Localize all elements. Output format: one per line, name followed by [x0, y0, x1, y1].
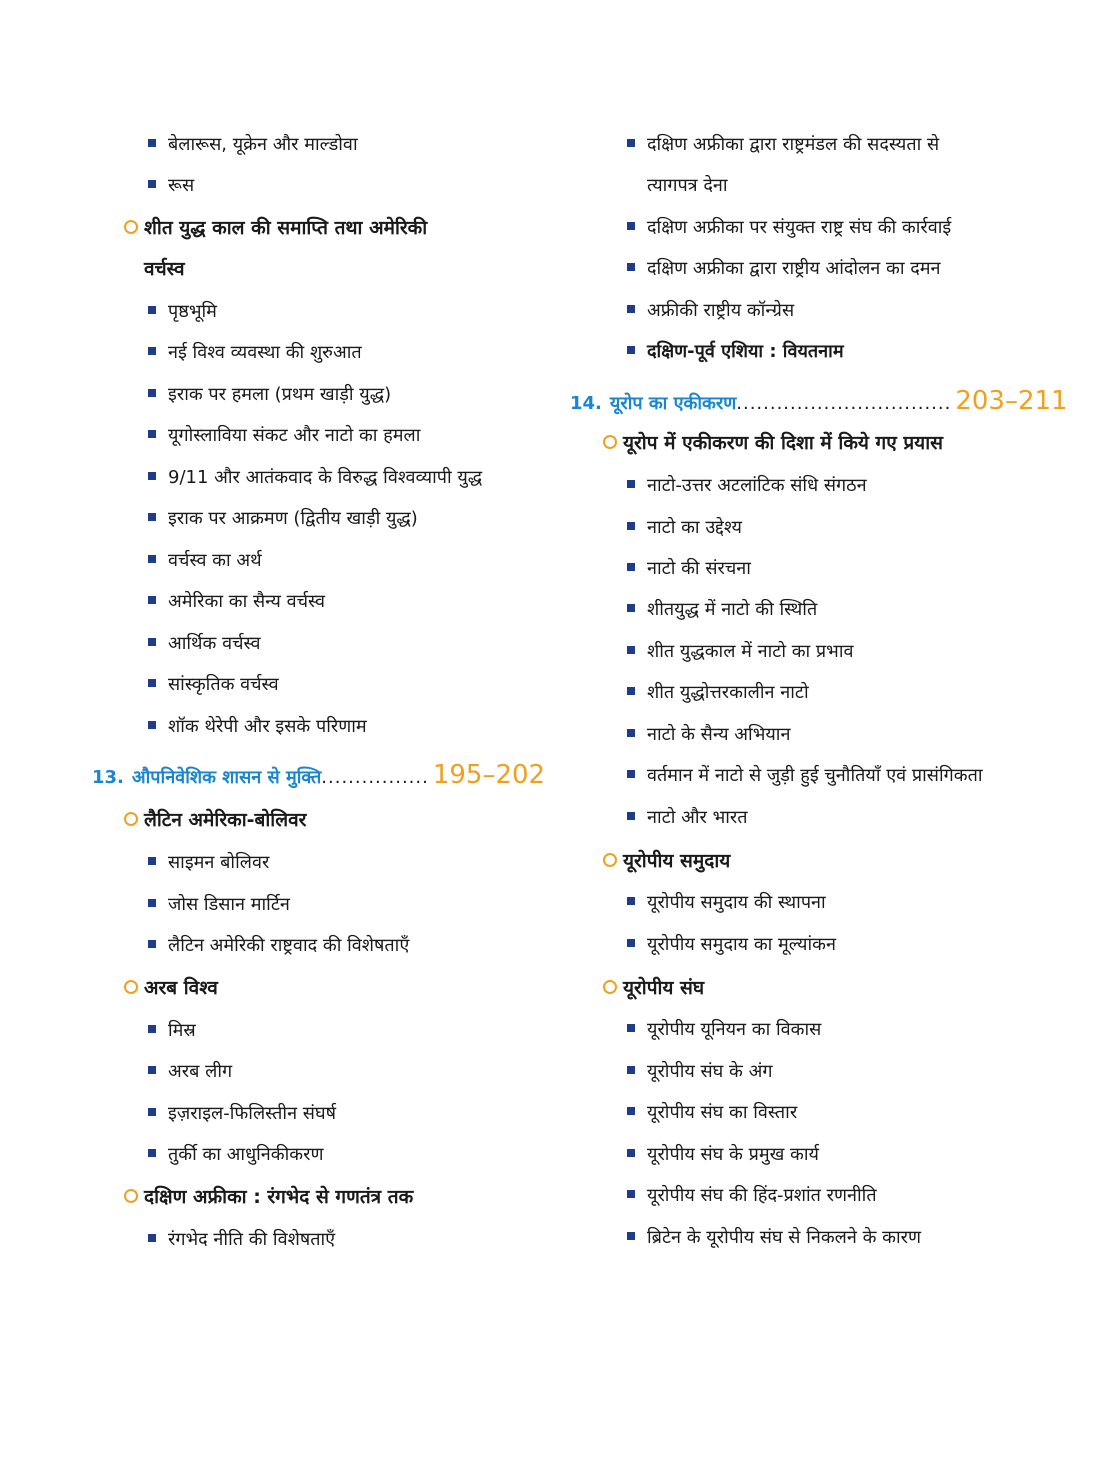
list-item: मिस्र: [148, 1022, 196, 1040]
chapter-number: 14.: [570, 393, 602, 414]
list-item: दक्षिण अफ्रीका द्वारा राष्ट्रमंडल की सदस्यता से: [627, 136, 939, 154]
list-item: शीतयुद्ध में नाटो की स्थिति: [627, 601, 817, 619]
list-item: पृष्ठभूमि: [148, 303, 217, 321]
square-bullet-icon: [627, 480, 635, 488]
circle-bullet-icon: [124, 220, 138, 234]
square-bullet-icon: [627, 563, 635, 571]
chapter-number: 13.: [92, 767, 124, 788]
list-item: दक्षिण अफ्रीका पर संयुक्त राष्ट्र संघ की कार्रवाई: [627, 219, 951, 237]
list-item: नई विश्व व्यवस्था की शुरुआत: [148, 344, 362, 362]
list-item: नाटो की संरचना: [627, 560, 751, 578]
chapter-14-heading[interactable]: [570, 388, 1068, 414]
square-bullet-icon: [627, 604, 635, 612]
square-bullet-icon: [148, 1234, 156, 1242]
square-bullet-icon: [148, 389, 156, 397]
list-item: यूरोपीय समुदाय की स्थापना: [627, 894, 826, 912]
list-item: इज़राइल-फिलिस्तीन संघर्ष: [148, 1105, 336, 1123]
list-item: साइमन बोलिवर: [148, 854, 269, 872]
square-bullet-icon: [627, 1066, 635, 1074]
square-bullet-icon: [148, 899, 156, 907]
square-bullet-icon: [627, 1024, 635, 1032]
list-item: बेलारूस, यूक्रेन और माल्डोवा: [148, 136, 358, 154]
chapter-title: यूरोप का एकीकरण: [609, 393, 737, 414]
list-item: यूरोपीय संघ के अंग: [627, 1063, 772, 1081]
square-bullet-icon: [148, 1066, 156, 1074]
list-item: यूरोपीय संघ के प्रमुख कार्य: [627, 1146, 819, 1164]
list-item: नाटो का उद्देश्य: [627, 519, 742, 537]
list-item: इराक पर आक्रमण (द्वितीय खाड़ी युद्ध): [148, 510, 418, 528]
square-bullet-icon: [627, 263, 635, 271]
list-item-continued: त्यागपत्र देना: [647, 175, 728, 196]
list-item: यूगोस्लाविया संकट और नाटो का हमला: [148, 427, 420, 445]
square-bullet-icon: [627, 1232, 635, 1240]
square-bullet-icon: [627, 729, 635, 737]
list-item: ब्रिटेन के यूरोपीय संघ से निकलने के कारण: [627, 1229, 921, 1247]
square-bullet-icon: [148, 472, 156, 480]
list-item: नाटो के सैन्य अभियान: [627, 726, 790, 744]
square-bullet-icon: [148, 306, 156, 314]
page-range: 195–202: [432, 760, 546, 790]
leader-dots: ................................: [736, 393, 952, 414]
page-range: 203–211: [955, 386, 1068, 416]
list-item: इराक पर हमला (प्रथम खाड़ी युद्ध): [148, 386, 391, 404]
square-bullet-icon: [627, 1190, 635, 1198]
square-bullet-icon: [627, 897, 635, 905]
square-bullet-icon: [627, 222, 635, 230]
list-item: शीत युद्धकाल में नाटो का प्रभाव: [627, 643, 853, 661]
circle-bullet-icon: [603, 980, 617, 994]
list-item: वर्तमान में नाटो से जुड़ी हुई चुनौतियाँ एवं प्रासंगिकता: [627, 767, 983, 785]
circle-bullet-icon: [124, 1189, 138, 1203]
list-item: दक्षिण अफ्रीका द्वारा राष्ट्रीय आंदोलन का दमन: [627, 260, 941, 278]
square-bullet-icon: [148, 139, 156, 147]
list-item: 9/11 और आतंकवाद के विरुद्ध विश्वव्यापी युद्ध: [148, 469, 482, 487]
chapter-title: औपनिवेशिक शासन से मुक्ति: [131, 767, 322, 788]
list-item: वर्चस्व का अर्थ: [148, 552, 262, 570]
list-item-bold: दक्षिण-पूर्व एशिया : वियतनाम: [627, 343, 844, 361]
square-bullet-icon: [148, 857, 156, 865]
list-item: रूस: [148, 177, 194, 195]
square-bullet-icon: [148, 679, 156, 687]
list-item: सांस्कृतिक वर्चस्व: [148, 676, 279, 694]
square-bullet-icon: [627, 812, 635, 820]
square-bullet-icon: [148, 430, 156, 438]
square-bullet-icon: [148, 721, 156, 729]
square-bullet-icon: [148, 347, 156, 355]
section-heading: अरब विश्व: [124, 979, 218, 998]
square-bullet-icon: [627, 939, 635, 947]
list-item: यूरोपीय यूनियन का विकास: [627, 1021, 821, 1039]
list-item: नाटो-उत्तर अटलांटिक संधि संगठन: [627, 477, 867, 495]
square-bullet-icon: [627, 770, 635, 778]
chapter-13-heading[interactable]: [92, 762, 545, 788]
list-item: यूरोपीय संघ का विस्तार: [627, 1104, 797, 1122]
square-bullet-icon: [148, 1025, 156, 1033]
list-item: यूरोपीय संघ की हिंद-प्रशांत रणनीति: [627, 1187, 877, 1205]
square-bullet-icon: [627, 1107, 635, 1115]
list-item: यूरोपीय समुदाय का मूल्यांकन: [627, 936, 836, 954]
list-item: अफ्रीकी राष्ट्रीय कॉन्ग्रेस: [627, 302, 794, 320]
list-item: नाटो और भारत: [627, 809, 748, 827]
square-bullet-icon: [627, 646, 635, 654]
circle-bullet-icon: [603, 435, 617, 449]
square-bullet-icon: [148, 940, 156, 948]
circle-bullet-icon: [124, 812, 138, 826]
list-item: अरब लीग: [148, 1063, 232, 1081]
square-bullet-icon: [148, 638, 156, 646]
list-item: तुर्की का आधुनिकीकरण: [148, 1146, 323, 1164]
section-heading: यूरोप में एकीकरण की दिशा में किये गए प्रयास: [603, 434, 943, 453]
square-bullet-icon: [627, 305, 635, 313]
square-bullet-icon: [627, 687, 635, 695]
square-bullet-icon: [627, 139, 635, 147]
square-bullet-icon: [148, 1149, 156, 1157]
section-heading-continued: वर्चस्व: [144, 258, 185, 280]
list-item: शॉक थेरेपी और इसके परिणाम: [148, 718, 367, 736]
circle-bullet-icon: [124, 980, 138, 994]
section-heading: यूरोपीय समुदाय: [603, 852, 730, 871]
section-heading: लैटिन अमेरिका-बोलिवर: [124, 811, 306, 830]
section-heading: शीत युद्ध काल की समाप्ति तथा अमेरिकी: [124, 219, 427, 238]
square-bullet-icon: [148, 555, 156, 563]
square-bullet-icon: [148, 596, 156, 604]
square-bullet-icon: [627, 522, 635, 530]
list-item: अमेरिका का सैन्य वर्चस्व: [148, 593, 325, 611]
circle-bullet-icon: [603, 853, 617, 867]
list-item: जोस डिसान मार्टिन: [148, 896, 290, 914]
square-bullet-icon: [627, 1149, 635, 1157]
square-bullet-icon: [148, 1108, 156, 1116]
square-bullet-icon: [148, 513, 156, 521]
list-item: आर्थिक वर्चस्व: [148, 635, 261, 653]
list-item: रंगभेद नीति की विशेषताएँ: [148, 1231, 335, 1249]
section-heading: यूरोपीय संघ: [603, 979, 704, 998]
square-bullet-icon: [148, 180, 156, 188]
leader-dots: ................: [321, 767, 429, 788]
square-bullet-icon: [627, 346, 635, 354]
list-item: शीत युद्धोत्तरकालीन नाटो: [627, 684, 809, 702]
section-heading: दक्षिण अफ्रीका : रंगभेद से गणतंत्र तक: [124, 1188, 413, 1207]
list-item: लैटिन अमेरिकी राष्ट्रवाद की विशेषताएँ: [148, 937, 409, 955]
